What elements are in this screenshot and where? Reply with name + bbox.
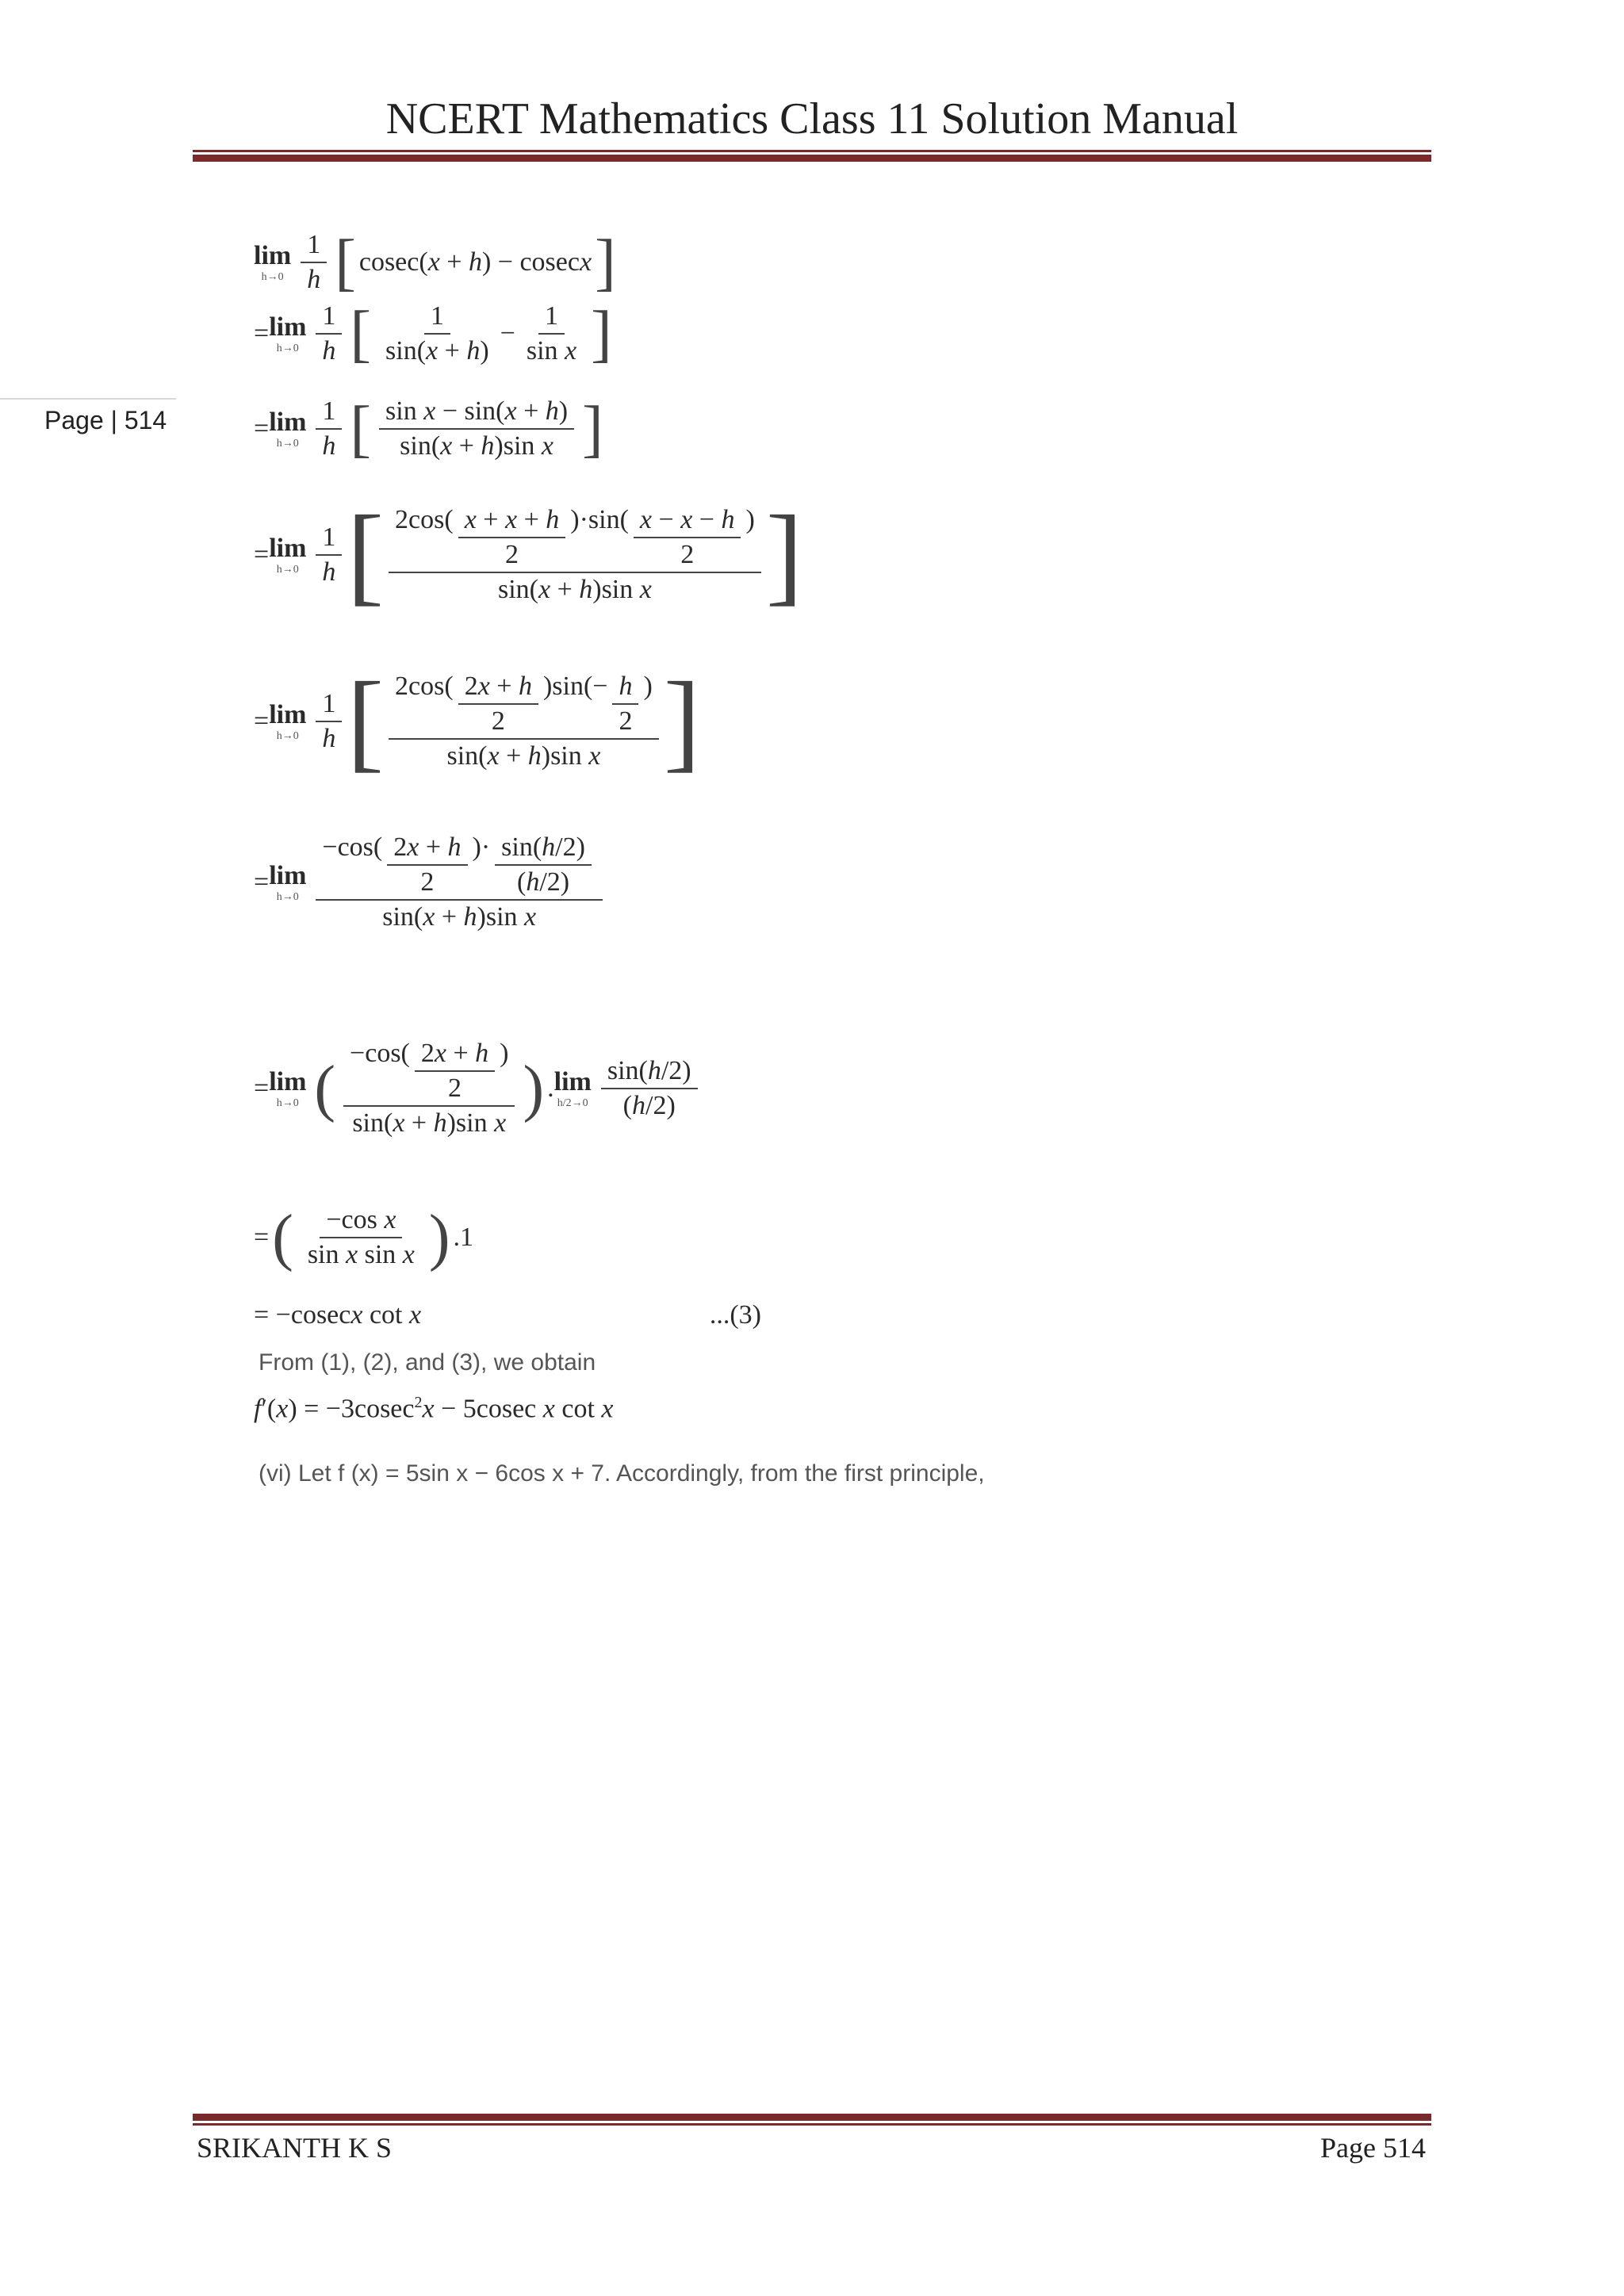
next-problem-statement: (vi) Let f (x) = 5sin x − 6cos x + 7. Accordingly, from the first principle,: [259, 1460, 985, 1487]
equation-line-5: = lim h→0 $\frac{1}{h}$ [ 2cos( $\frac{2x + h}{2}$ )sin(− $\frac{h}{2}$ ) sin(x + h)sin x ]: [254, 660, 701, 783]
equation-line-4: = lim h→0 $\frac{1}{h}$ [ 2cos( $\frac{x + x + h}{2}$ )·sin( $\frac{x - x - h}{2}$ ) sin(x + h)sin x ]: [254, 493, 803, 616]
equation-line-1: lim h→0 $\frac{1}{h}$ [ cosec(x + h) − cosecx ]: [254, 228, 616, 297]
footer-page-number: Page 514: [1320, 2132, 1426, 2164]
scanned-solution-image: [254, 214, 1435, 1514]
header-rule: [193, 150, 1431, 162]
equation-line-7: = lim h→0 ( −cos( $\frac{2x + h}{2}$ ) sin(x + h)sin x ) . lim h/2→0 $\frac{\sin(h/2)}{(h/2)}$: [254, 1039, 703, 1138]
equation-line-3: = lim h→0 $\frac{1}{h}$ [ $\frac{\text{sin x − sin(x + h)}}{\text{sin(x + h)sin x}}$ ]: [254, 394, 603, 464]
result-equation: f′(x) = −3cosec$^2$x − 5cosec x cot x: [254, 1394, 614, 1424]
equation-line-8: = ( $\frac{\text{−cos x}}{\text{sin x sin x}}$ ) .1: [254, 1203, 474, 1272]
footer-author: SRIKANTH K S: [197, 2132, 393, 2164]
equation-line-2: = lim h→0 $\frac{1}{h}$ [ $\frac{1}{\sin(x + h)}$ − $\frac{1}{\text{sin x}}$ ]: [254, 299, 612, 369]
equation-tag: ...(3): [709, 1300, 761, 1330]
footer-rule: [193, 2114, 1431, 2126]
equation-line-6: = lim h→0 −cos( $\frac{2x + h}{2}$ )· $\frac{\sin(h/2)}{(h/2)}$ sin(x + h)sin x: [254, 832, 607, 932]
equation-line-9: = −cosecx cot x ...(3): [254, 1300, 761, 1330]
margin-divider: [0, 398, 176, 400]
from-statement: From (1), (2), and (3), we obtain: [259, 1349, 596, 1376]
margin-page-marker: Page | 514: [44, 406, 167, 434]
page-header-title: NCERT Mathematics Class 11 Solution Manual: [385, 94, 1239, 144]
